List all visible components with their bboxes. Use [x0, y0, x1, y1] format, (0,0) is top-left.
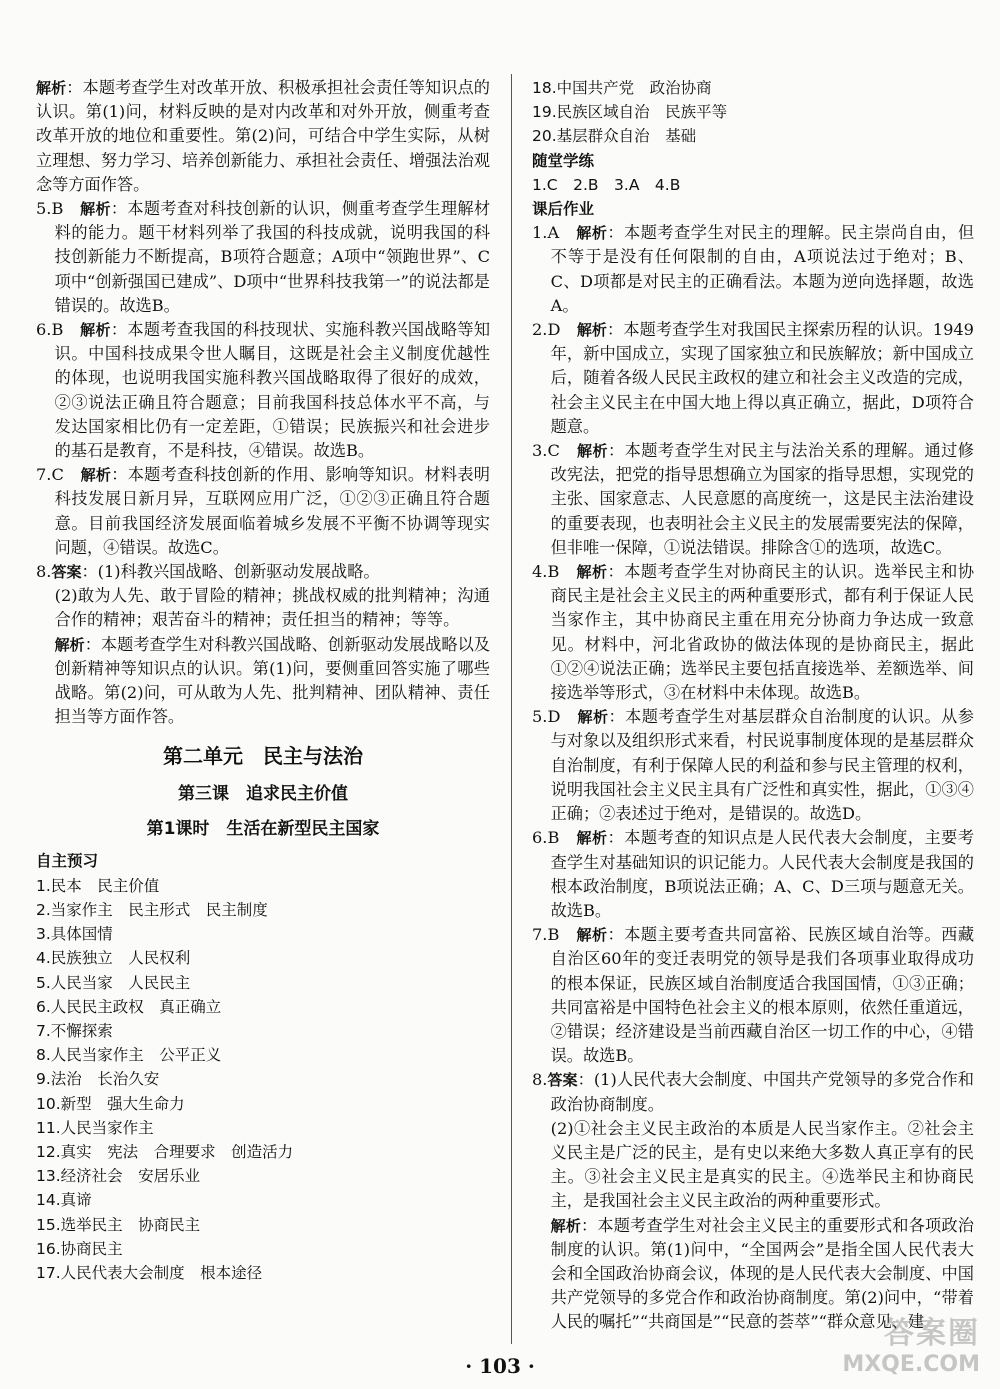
homework-item-8-analysis: 解析：本题考查学生对社会主义民主的重要形式和各项政治制度的认识。第(1)问中，“全国两会”是指全国人民代表大会和全国政治协商会议，体现的是人民代表大会制度、中国共产党领导的多党合作和政治协商制度。第(2)问中，“带着人民的嘱托”“共商国是”“民意的荟萃”“群众意见、建 [550, 1215, 974, 1332]
homework-item-8-part2: (2)①社会主义民主政治的本质是人民当家作主。②社会主义民主是广泛的民主，是有史以来绝大多数人真正享有的民主。③社会主义民主是真实的民主。④选举民主和协商民主，是我国社会主义民主政治的两种重要形式。 [550, 1118, 974, 1211]
list-item: 14.真谛 [36, 1191, 92, 1210]
homework-item-4: 4.B 解析：本题考查学生对协商民主的认识。选举民主和协商民主是社会主义民主的两种重要形式，都有利于保证人民当家作主，其中协商民主重在用充分协商力争达成一致意见。材料中，河北省政协的做法体现的是协商民主，据此①②④说法正确；选举民主要包括直接选举、差额选举、间接选举等形式，③在材料中未体现。故选B。 [532, 562, 975, 703]
list-item: 2.当家作主 民主形式 民主制度 [36, 900, 268, 919]
list-item: 3.具体国情 [36, 925, 113, 944]
period-title: 第1课时 生活在新型民主国家 [146, 819, 380, 840]
list-item: 18.中国共产党 政治协商 [532, 79, 712, 97]
list-item: 6.人民民主政权 真正确立 [36, 997, 222, 1016]
list-item: 7.不懈探索 [36, 1021, 113, 1040]
answer-item-7: 7.C 解析：本题考查科技创新的作用、影响等知识。材料表明科技发展日新月异，互联网应用广泛，①②③正确且符合题意。目前我国经济发展面临着城乡发展不平衡不协调等现实问题，④错误。故选C。 [36, 465, 490, 557]
answer-item-8-analysis: 解析：本题考查学生对科教兴国战略、创新驱动发展战略以及创新精神等知识点的认识。第(1)问，要侧重回答实施了哪些战略。第(2)问，可从敢为人先、批判精神、团队精神、责任担当等方面作答。 [54, 634, 490, 727]
homework-item-1: 1.A 解析：本题考查学生对民主的理解。民主崇尚自由，但不等于是没有任何限制的自由，A项说法过于绝对；B、C、D项都是对民主的正确看法。本题为逆向选择题，故选A。 [532, 223, 975, 315]
list-item: 10.新型 强大生命力 [36, 1094, 185, 1113]
answer-item-8-part2: (2)敢为人先、敢于冒险的精神；挑战权威的批判精神；沟通合作的精神；艰苦奋斗的精神；责任担当的精神；等等。 [54, 586, 490, 630]
homework-item-6: 6.B 解析：本题考查的知识点是人民代表大会制度，主要考查学生对基础知识的识记能力。人民代表大会制度是我国的根本政治制度，B项说法正确；A、C、D三项与题意无关。故选B。 [532, 828, 975, 920]
list-item: 1.民本 民主价值 [36, 876, 160, 895]
section-heading-preview: 自主预习 [36, 852, 99, 871]
answer-item-6: 6.B 解析：本题考查我国的科技现状、实施科教兴国战略等知识。中国科技成果令世人瞩目，这既是社会主义制度优越性的体现，也说明我国实施科教兴国战略取得了很好的成效，②③说法正确且符合题意；目前我国科技总体水平不高，与发达国家相比仍有一定差距，①错误；民族振兴和社会进步的基石是教育，不是科技，④错误。故选B。 [36, 320, 491, 461]
lesson-title: 第三课 追求民主价值 [178, 784, 348, 805]
section-heading-homework: 课后作业 [532, 200, 595, 219]
list-item: 8.人民当家作主 公平正义 [36, 1046, 222, 1065]
unit-title: 第二单元 民主与法治 [163, 744, 363, 769]
answer-paragraph: 解析：本题考查学生对改革开放、积极承担社会责任等知识点的认识。第(1)问，材料反映的是对内改革和对外开放，侧重考查改革开放的地位和重要性。第(2)问，可结合中学生实际，从树立理想、努力学习、培养创新能力、承担社会责任、增强法治观念等方面作答。 [36, 78, 490, 194]
list-item: 20.基层群众自治 基础 [532, 127, 697, 146]
answer-item-5: 5.B 解析：本题考查对科技创新的认识，侧重考查学生理解材料的能力。题干材料列举了我国的科技成就，说明我国的科技创新能力不断提高，B项符合题意；A项中“领跑世界”、C项中“创新强国已建成”、D项中“世界科技我第一”的说法都是错误的。故选B。 [36, 199, 491, 315]
list-item: 5.人民当家 人民民主 [36, 973, 191, 992]
right-column [532, 76, 974, 1335]
list-item: 15.选举民主 协商民主 [36, 1215, 201, 1234]
watermark-logo [842, 1308, 980, 1377]
list-item: 4.民族独立 人民权利 [36, 949, 191, 968]
list-item: 9.法治 长治久安 [36, 1070, 160, 1089]
left-column [36, 76, 490, 1285]
list-item: 17.人民代表大会制度 根本途径 [36, 1263, 263, 1282]
page-number: · 103 · [465, 1354, 535, 1378]
list-item: 12.真实 宪法 合理要求 创造活力 [36, 1142, 294, 1161]
homework-item-3: 3.C 解析：本题考查学生对民主与法治关系的理解。通过修改宪法，把党的指导思想确立为国家的指导思想，实现党的主张、国家意志、人民意愿的高度统一，这是民主法治建设的重要表现，也表明社会主义民主的发展需要宪法的保障，但非唯一保障，①说法错误。排除含①的选项，故选C。 [532, 441, 974, 557]
list-item: 16.协商民主 [36, 1239, 123, 1258]
homework-item-7: 7.B 解析：本题主要考查共同富裕、民族区域自治等。西藏自治区60年的变迁表明党的领导是我们各项事业取得成功的根本保证，民族区域自治制度适合我国国情，①③正确；共同富裕是中国特色社会主义的根本原则，依然任重道远，②错误；经济建设是当前西藏自治区一切工作的中心，④错误。故选B。 [532, 925, 975, 1066]
list-item: 13.经济社会 安居乐业 [36, 1167, 201, 1186]
practice-answers: 1.C 2.B 3.A 4.B [532, 175, 681, 194]
column-divider [511, 74, 512, 1344]
watermark-text-en: MXQE.COM [842, 1352, 980, 1377]
answer-item-8: 8.答案：(1)科教兴国战略、创新驱动发展战略。 [36, 562, 380, 582]
preview-list [36, 874, 490, 1285]
list-item: 19.民族区域自治 民族平等 [532, 103, 728, 122]
list-item: 11.人民当家作主 [36, 1118, 154, 1137]
homework-item-2: 2.D 解析：本题考查学生对我国民主探索历程的认识。1949年，新中国成立，实现了国家独立和民族解放；新中国成立后，随着各级人民民主政权的建立和社会主义改造的完成，社会主义民主在中国大地上得以真正确立，据此，D项符合题意。 [532, 320, 974, 436]
homework-item-8: 8.答案：(1)人民代表大会制度、中国共产党领导的多党合作和政治协商制度。 [532, 1070, 974, 1114]
section-heading-practice: 随堂学练 [532, 151, 595, 170]
homework-item-5: 5.D 解析：本题考查学生对基层群众自治制度的认识。从参与对象以及组织形式来看，村民说事制度体现的是基层群众自治制度，有利于保障人民的利益和参与民主管理的权利，说明我国社会主义民主具有广泛性和真实性，据此，①③④正确；②表述过于绝对，是错误的。故选D。 [532, 707, 974, 824]
watermark-text-cn: 答案圈 [884, 1316, 980, 1351]
preview-list-continued [532, 76, 974, 149]
